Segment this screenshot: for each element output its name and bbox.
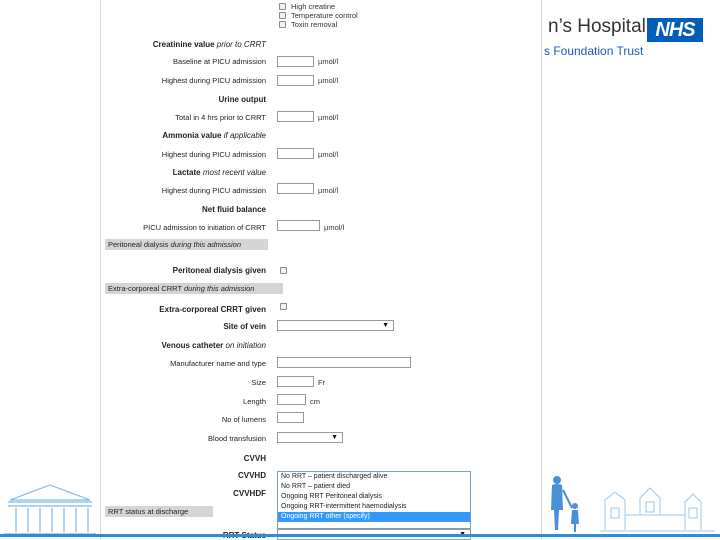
fluid-picu-label: PICU admission to initiation of CRRT	[143, 223, 266, 232]
crrt-given-label: Extra-corporeal CRRT given	[159, 305, 266, 314]
fluid-picu-input[interactable]	[277, 220, 320, 231]
peritoneal-given-checkbox[interactable]	[280, 267, 287, 274]
lumens-label: No of lumens	[221, 415, 266, 424]
bottom-accent-line	[0, 534, 720, 537]
lactate-heading: Lactate most recent value	[172, 168, 266, 177]
temperature-control-label: Temperature control	[291, 11, 358, 20]
crrt-section-header: Extra-corporeal CRRT during this admission	[105, 283, 283, 294]
manufacturer-label: Manufacturer name and type	[170, 359, 266, 368]
urine-total-input[interactable]	[277, 111, 314, 122]
rrt-option[interactable]: No RRT – patient discharged alive	[281, 473, 388, 480]
size-input[interactable]	[277, 376, 314, 387]
urine-heading: Urine output	[218, 95, 266, 104]
blood-transfusion-label: Blood transfusion	[208, 434, 266, 443]
chevron-down-icon: ▼	[331, 434, 338, 441]
nhs-logo: NHS	[647, 18, 703, 42]
creatinine-highest-label: Highest during PICU admission	[161, 76, 266, 85]
length-label: Length	[243, 397, 266, 406]
temperature-control-checkbox[interactable]	[279, 12, 286, 19]
size-label: Size	[251, 378, 266, 387]
site-of-vein-select[interactable]	[277, 320, 394, 331]
rrt-option-selected[interactable]: Ongoing RRT other (specify)	[278, 512, 470, 522]
fluid-picu-unit: µmol/l	[324, 223, 345, 232]
length-input[interactable]	[277, 394, 306, 405]
toxin-removal-label: Toxin removal	[291, 20, 338, 29]
lactate-highest-unit: µmol/l	[318, 186, 339, 195]
lumens-input[interactable]	[277, 412, 304, 423]
rrt-option[interactable]: No RRT – patient died	[281, 483, 351, 490]
crrt-given-checkbox[interactable]	[280, 303, 287, 310]
rrt-status-section-header: RRT status at discharge	[105, 506, 213, 517]
lactate-highest-input[interactable]	[277, 183, 314, 194]
peritoneal-given-label: Peritoneal dialysis given	[172, 266, 266, 275]
high-creatine-checkbox[interactable]	[279, 3, 286, 10]
manufacturer-input[interactable]	[277, 357, 411, 368]
rrt-option[interactable]: Ongoing RRT-intermittent haemodialysis	[281, 503, 407, 510]
creatinine-heading: Creatinine value prior to CRRT	[152, 40, 266, 49]
baseline-input[interactable]	[277, 56, 314, 67]
left-gutter	[0, 0, 100, 540]
cvvhd-label: CVVHD	[237, 471, 266, 480]
lactate-highest-label: Highest during PICU admission	[161, 186, 266, 195]
size-unit: Fr	[318, 378, 326, 387]
site-of-vein-label: Site of vein	[223, 322, 266, 331]
cvvh-label: CVVH	[243, 454, 266, 463]
urine-total-label: Total in 4 hrs prior to CRRT	[175, 113, 266, 122]
rrt-option[interactable]: Ongoing RRT Peritoneal dialysis	[281, 493, 382, 500]
creatinine-highest-unit: µmol/l	[318, 76, 339, 85]
baseline-unit: µmol/l	[318, 57, 339, 66]
chevron-down-icon: ▼	[382, 322, 389, 329]
ammonia-highest-input[interactable]	[277, 148, 314, 159]
family-illustration-right	[545, 470, 720, 536]
catheter-heading: Venous catheter on initiation	[161, 341, 266, 350]
ammonia-highest-label: Highest during PICU admission	[161, 150, 266, 159]
creatinine-highest-input[interactable]	[277, 75, 314, 86]
fluid-heading: Net fluid balance	[201, 205, 266, 214]
building-illustration-left	[0, 470, 100, 540]
ammonia-highest-unit: µmol/l	[318, 150, 339, 159]
toxin-removal-checkbox[interactable]	[279, 21, 286, 28]
ammonia-heading: Ammonia value if applicable	[162, 131, 266, 140]
baseline-label: Baseline at PICU admission	[173, 57, 266, 66]
form-column	[100, 0, 542, 540]
length-unit: cm	[310, 397, 320, 406]
hospital-name: n’s Hospital	[548, 16, 646, 37]
blood-transfusion-select[interactable]	[277, 432, 343, 443]
high-creatine-label: High creatine	[291, 2, 336, 11]
rrt-status-listbox[interactable]	[277, 471, 471, 529]
trust-name: s Foundation Trust	[544, 44, 644, 58]
urine-total-unit: µmol/l	[318, 113, 339, 122]
cvvhdf-label: CVVHDF	[233, 489, 266, 498]
peritoneal-section-header: Peritoneal dialysis during this admission	[105, 239, 268, 250]
